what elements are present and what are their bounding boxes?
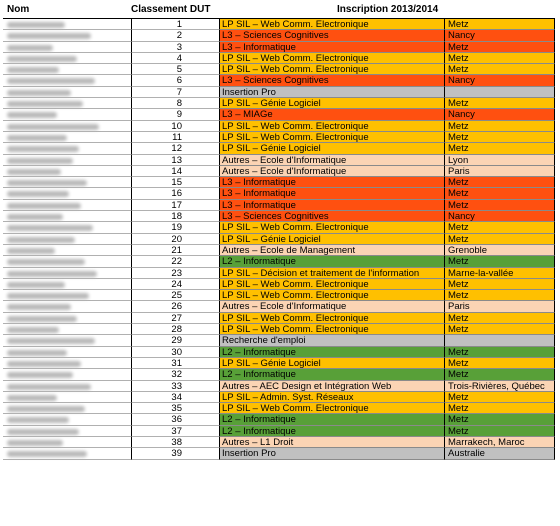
city-cell: Metz bbox=[445, 256, 555, 267]
rank-cell: 10 bbox=[132, 121, 220, 132]
name-cell bbox=[3, 369, 132, 380]
redacted-name bbox=[7, 90, 71, 96]
table-row bbox=[3, 448, 555, 459]
name-cell bbox=[3, 392, 132, 403]
city-cell: Nancy bbox=[445, 109, 555, 120]
table-row bbox=[3, 132, 555, 143]
city-cell: Metz bbox=[445, 200, 555, 211]
table-row bbox=[3, 313, 555, 324]
redacted-name bbox=[7, 78, 95, 84]
table-row bbox=[3, 245, 555, 256]
table-row bbox=[3, 403, 555, 414]
formation-cell: L3 – Informatique bbox=[220, 42, 445, 53]
header-classement: Classement DUT bbox=[131, 4, 211, 15]
formation-cell: LP SIL – Web Comm. Electronique bbox=[220, 132, 445, 143]
redacted-name bbox=[7, 384, 91, 390]
header-nom: Nom bbox=[7, 4, 30, 15]
formation-cell: LP SIL – Web Comm. Electronique bbox=[220, 64, 445, 75]
name-cell bbox=[3, 290, 132, 301]
formation-cell: Autres – Ecole d'Informatique bbox=[220, 301, 445, 312]
rank-cell: 5 bbox=[132, 64, 220, 75]
city-cell: Nancy bbox=[445, 30, 555, 41]
formation-cell: Autres – L1 Droit bbox=[220, 437, 445, 448]
formation-cell: LP SIL – Admin. Syst. Réseaux bbox=[220, 392, 445, 403]
rank-cell: 29 bbox=[132, 335, 220, 346]
rank-cell: 37 bbox=[132, 426, 220, 437]
rank-cell: 8 bbox=[132, 98, 220, 109]
table-row bbox=[3, 19, 555, 30]
redacted-name bbox=[7, 158, 73, 164]
city-cell: Marrakech, Maroc bbox=[445, 437, 555, 448]
table-row bbox=[3, 437, 555, 448]
redacted-name bbox=[7, 169, 61, 175]
city-cell: Metz bbox=[445, 132, 555, 143]
name-cell bbox=[3, 188, 132, 199]
redacted-name bbox=[7, 146, 79, 152]
rank-cell: 23 bbox=[132, 268, 220, 279]
city-cell: Metz bbox=[445, 143, 555, 154]
name-cell bbox=[3, 64, 132, 75]
formation-cell: LP SIL – Web Comm. Electronique bbox=[220, 222, 445, 233]
name-cell bbox=[3, 98, 132, 109]
table-row bbox=[3, 75, 555, 86]
table-row bbox=[3, 177, 555, 188]
redacted-name bbox=[7, 191, 69, 197]
rank-cell: 27 bbox=[132, 313, 220, 324]
rank-cell: 13 bbox=[132, 155, 220, 166]
name-cell bbox=[3, 437, 132, 448]
rank-cell: 12 bbox=[132, 143, 220, 154]
redacted-name bbox=[7, 124, 99, 130]
rank-cell: 15 bbox=[132, 177, 220, 188]
table-row bbox=[3, 256, 555, 267]
table-row bbox=[3, 166, 555, 177]
city-cell: Metz bbox=[445, 64, 555, 75]
table-row bbox=[3, 211, 555, 222]
name-cell bbox=[3, 143, 132, 154]
name-cell bbox=[3, 222, 132, 233]
city-cell: Grenoble bbox=[445, 245, 555, 256]
redacted-name bbox=[7, 327, 59, 333]
formation-cell: L2 – Informatique bbox=[220, 256, 445, 267]
table-row bbox=[3, 87, 555, 98]
rank-cell: 19 bbox=[132, 222, 220, 233]
name-cell bbox=[3, 256, 132, 267]
city-cell: Metz bbox=[445, 290, 555, 301]
name-cell bbox=[3, 121, 132, 132]
table-row bbox=[3, 279, 555, 290]
table-row bbox=[3, 324, 555, 335]
redacted-name bbox=[7, 67, 59, 73]
city-cell: Marne-la-vallée bbox=[445, 268, 555, 279]
formation-cell: Insertion Pro bbox=[220, 87, 445, 98]
redacted-name bbox=[7, 45, 53, 51]
rank-cell: 35 bbox=[132, 403, 220, 414]
formation-cell: LP SIL – Décision et traitement de l'information bbox=[220, 268, 445, 279]
name-cell bbox=[3, 414, 132, 425]
redacted-name bbox=[7, 372, 73, 378]
rank-cell: 14 bbox=[132, 166, 220, 177]
formation-cell: LP SIL – Web Comm. Electronique bbox=[220, 324, 445, 335]
city-cell: Nancy bbox=[445, 75, 555, 86]
redacted-name bbox=[7, 259, 85, 265]
formation-cell: LP SIL – Web Comm. Electronique bbox=[220, 279, 445, 290]
city-cell: Metz bbox=[445, 177, 555, 188]
formation-cell: Autres – AEC Design et Intégration Web bbox=[220, 381, 445, 392]
city-cell: Metz bbox=[445, 222, 555, 233]
redacted-name bbox=[7, 22, 65, 28]
city-cell: Metz bbox=[445, 426, 555, 437]
table-row bbox=[3, 347, 555, 358]
city-cell: Metz bbox=[445, 358, 555, 369]
rank-cell: 26 bbox=[132, 301, 220, 312]
table-row bbox=[3, 98, 555, 109]
name-cell bbox=[3, 155, 132, 166]
formation-cell: L2 – Informatique bbox=[220, 414, 445, 425]
city-cell: Metz bbox=[445, 188, 555, 199]
redacted-name bbox=[7, 282, 65, 288]
name-cell bbox=[3, 381, 132, 392]
name-cell bbox=[3, 403, 132, 414]
formation-cell: L3 – Sciences Cognitives bbox=[220, 75, 445, 86]
name-cell bbox=[3, 335, 132, 346]
redacted-name bbox=[7, 316, 77, 322]
redacted-name bbox=[7, 440, 63, 446]
header-row bbox=[3, 2, 555, 18]
name-cell bbox=[3, 279, 132, 290]
table-row bbox=[3, 30, 555, 41]
city-cell: Metz bbox=[445, 313, 555, 324]
redacted-name bbox=[7, 361, 81, 367]
rank-cell: 9 bbox=[132, 109, 220, 120]
table-row bbox=[3, 42, 555, 53]
redacted-name bbox=[7, 350, 67, 356]
formation-cell: LP SIL – Web Comm. Electronique bbox=[220, 53, 445, 64]
name-cell bbox=[3, 200, 132, 211]
table-row bbox=[3, 143, 555, 154]
name-cell bbox=[3, 30, 132, 41]
redacted-name bbox=[7, 33, 91, 39]
rank-cell: 24 bbox=[132, 279, 220, 290]
name-cell bbox=[3, 347, 132, 358]
name-cell bbox=[3, 245, 132, 256]
name-cell bbox=[3, 53, 132, 64]
name-cell bbox=[3, 132, 132, 143]
rank-cell: 30 bbox=[132, 347, 220, 358]
table-row bbox=[3, 222, 555, 233]
city-cell: Metz bbox=[445, 98, 555, 109]
name-cell bbox=[3, 234, 132, 245]
table-row bbox=[3, 155, 555, 166]
formation-cell: L3 – MIAGe bbox=[220, 109, 445, 120]
redacted-name bbox=[7, 451, 87, 457]
city-cell: Metz bbox=[445, 42, 555, 53]
redacted-name bbox=[7, 395, 57, 401]
formation-cell: LP SIL – Web Comm. Electronique bbox=[220, 313, 445, 324]
redacted-name bbox=[7, 135, 67, 141]
formation-cell: Autres – Ecole de Management bbox=[220, 245, 445, 256]
formation-cell: Recherche d'emploi bbox=[220, 335, 445, 346]
formation-cell: L3 – Informatique bbox=[220, 177, 445, 188]
formation-cell: L3 – Sciences Cognitives bbox=[220, 30, 445, 41]
city-cell: Metz bbox=[445, 369, 555, 380]
city-cell: Metz bbox=[445, 324, 555, 335]
city-cell bbox=[445, 87, 555, 98]
city-cell: Metz bbox=[445, 392, 555, 403]
table-row bbox=[3, 188, 555, 199]
rank-cell: 22 bbox=[132, 256, 220, 267]
redacted-name bbox=[7, 203, 81, 209]
table-row bbox=[3, 290, 555, 301]
table-row bbox=[3, 392, 555, 403]
city-cell: Paris bbox=[445, 166, 555, 177]
city-cell: Metz bbox=[445, 53, 555, 64]
table-row bbox=[3, 301, 555, 312]
rank-cell: 33 bbox=[132, 381, 220, 392]
city-cell: Metz bbox=[445, 121, 555, 132]
table-row bbox=[3, 64, 555, 75]
city-cell: Lyon bbox=[445, 155, 555, 166]
table-row bbox=[3, 369, 555, 380]
rank-cell: 11 bbox=[132, 132, 220, 143]
rank-cell: 25 bbox=[132, 290, 220, 301]
rank-cell: 6 bbox=[132, 75, 220, 86]
rank-cell: 39 bbox=[132, 448, 220, 459]
formation-cell: LP SIL – Web Comm. Electronique bbox=[220, 403, 445, 414]
name-cell bbox=[3, 19, 132, 30]
name-cell bbox=[3, 324, 132, 335]
rank-cell: 3 bbox=[132, 42, 220, 53]
name-cell bbox=[3, 301, 132, 312]
rank-cell: 32 bbox=[132, 369, 220, 380]
name-cell bbox=[3, 426, 132, 437]
rank-cell: 38 bbox=[132, 437, 220, 448]
redacted-name bbox=[7, 271, 97, 277]
formation-cell: LP SIL – Génie Logiciel bbox=[220, 234, 445, 245]
city-cell: Australie bbox=[445, 448, 555, 459]
table-row bbox=[3, 121, 555, 132]
redacted-name bbox=[7, 225, 93, 231]
redacted-name bbox=[7, 304, 71, 310]
spreadsheet bbox=[3, 2, 555, 460]
city-cell: Metz bbox=[445, 347, 555, 358]
redacted-name bbox=[7, 180, 87, 186]
name-cell bbox=[3, 358, 132, 369]
formation-cell: L3 – Informatique bbox=[220, 188, 445, 199]
city-cell: Nancy bbox=[445, 211, 555, 222]
table-row bbox=[3, 335, 555, 346]
name-cell bbox=[3, 268, 132, 279]
redacted-name bbox=[7, 417, 69, 423]
formation-cell: L3 – Sciences Cognitives bbox=[220, 211, 445, 222]
redacted-name bbox=[7, 101, 83, 107]
name-cell bbox=[3, 448, 132, 459]
redacted-name bbox=[7, 338, 95, 344]
formation-cell: Autres – Ecole d'Informatique bbox=[220, 155, 445, 166]
city-cell bbox=[445, 335, 555, 346]
formation-cell: L3 – Informatique bbox=[220, 200, 445, 211]
formation-cell: LP SIL – Génie Logiciel bbox=[220, 358, 445, 369]
formation-cell: LP SIL – Web Comm. Electronique bbox=[220, 290, 445, 301]
header-inscription: Inscription 2013/2014 bbox=[337, 4, 439, 15]
rank-cell: 1 bbox=[132, 19, 220, 30]
redacted-name bbox=[7, 429, 79, 435]
name-cell bbox=[3, 87, 132, 98]
name-cell bbox=[3, 166, 132, 177]
formation-cell: L2 – Informatique bbox=[220, 369, 445, 380]
table-row bbox=[3, 414, 555, 425]
rank-cell: 21 bbox=[132, 245, 220, 256]
table-row bbox=[3, 53, 555, 64]
formation-cell: L2 – Informatique bbox=[220, 426, 445, 437]
name-cell bbox=[3, 75, 132, 86]
name-cell bbox=[3, 211, 132, 222]
city-cell: Metz bbox=[445, 279, 555, 290]
rank-cell: 16 bbox=[132, 188, 220, 199]
formation-cell: LP SIL – Génie Logiciel bbox=[220, 98, 445, 109]
formation-cell: Autres – Ecole d'Informatique bbox=[220, 166, 445, 177]
city-cell: Paris bbox=[445, 301, 555, 312]
formation-cell: LP SIL – Génie Logiciel bbox=[220, 143, 445, 154]
rank-cell: 20 bbox=[132, 234, 220, 245]
city-cell: Metz bbox=[445, 234, 555, 245]
formation-cell: LP SIL – Web Comm. Electronique bbox=[220, 121, 445, 132]
rank-cell: 34 bbox=[132, 392, 220, 403]
city-cell: Metz bbox=[445, 414, 555, 425]
name-cell bbox=[3, 177, 132, 188]
redacted-name bbox=[7, 293, 89, 299]
name-cell bbox=[3, 109, 132, 120]
rank-cell: 18 bbox=[132, 211, 220, 222]
rank-cell: 36 bbox=[132, 414, 220, 425]
name-cell bbox=[3, 42, 132, 53]
formation-cell: LP SIL – Web Comm. Electronique bbox=[220, 19, 445, 30]
formation-cell: L2 – Informatique bbox=[220, 347, 445, 358]
city-cell: Metz bbox=[445, 19, 555, 30]
rank-cell: 31 bbox=[132, 358, 220, 369]
rank-cell: 2 bbox=[132, 30, 220, 41]
table-row bbox=[3, 358, 555, 369]
rank-cell: 17 bbox=[132, 200, 220, 211]
redacted-name bbox=[7, 248, 55, 254]
table-row bbox=[3, 234, 555, 245]
city-cell: Metz bbox=[445, 403, 555, 414]
redacted-name bbox=[7, 56, 77, 62]
city-cell: Trois-Rivières, Québec bbox=[445, 381, 555, 392]
table-row bbox=[3, 109, 555, 120]
redacted-name bbox=[7, 214, 63, 220]
redacted-name bbox=[7, 406, 85, 412]
table-body bbox=[3, 18, 555, 460]
rank-cell: 4 bbox=[132, 53, 220, 64]
rank-cell: 28 bbox=[132, 324, 220, 335]
redacted-name bbox=[7, 112, 57, 118]
table-row bbox=[3, 268, 555, 279]
table-row bbox=[3, 381, 555, 392]
table-row bbox=[3, 200, 555, 211]
name-cell bbox=[3, 313, 132, 324]
rank-cell: 7 bbox=[132, 87, 220, 98]
formation-cell: Insertion Pro bbox=[220, 448, 445, 459]
redacted-name bbox=[7, 237, 75, 243]
table-row bbox=[3, 426, 555, 437]
